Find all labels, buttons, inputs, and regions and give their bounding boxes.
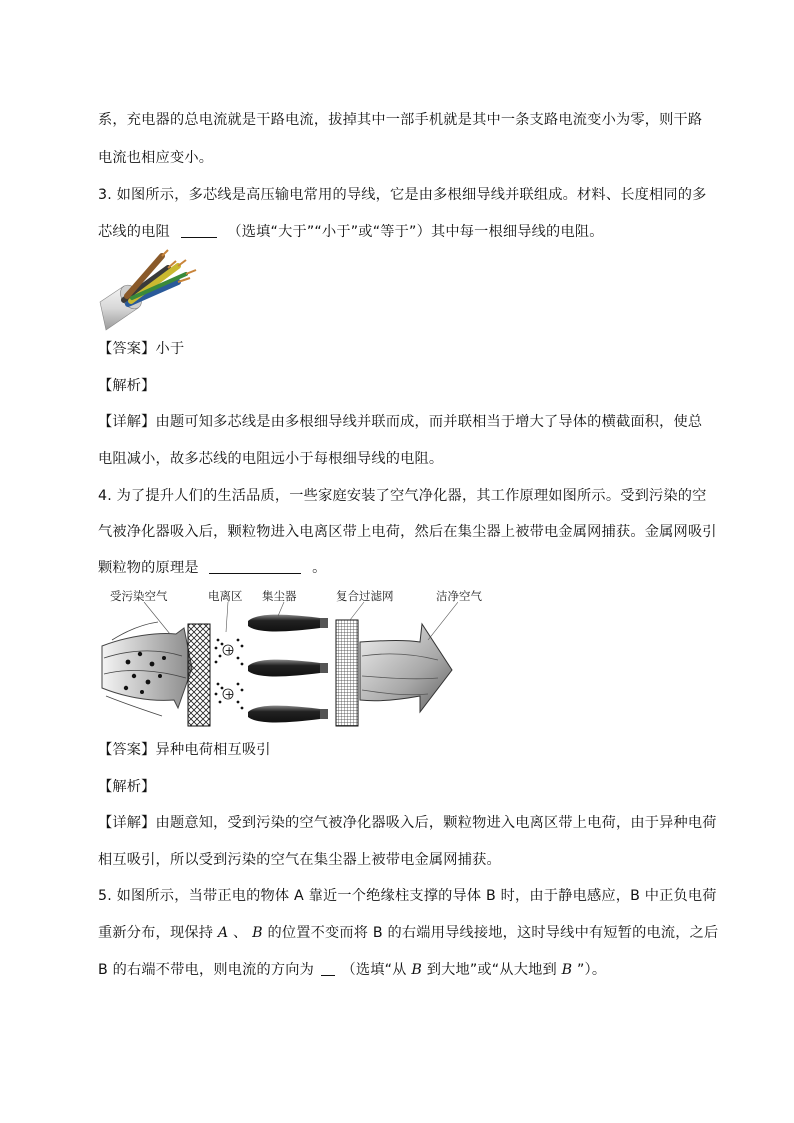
question-text: 芯线的电阻 xyxy=(98,224,170,240)
label-dust-collector: 集尘器 xyxy=(262,589,297,603)
label-leader-line xyxy=(144,602,170,634)
answer-blank[interactable] xyxy=(321,961,335,976)
label-leader-line xyxy=(226,602,228,632)
clean-air-arrow xyxy=(360,624,452,712)
question-text: 、 xyxy=(233,925,248,941)
question-5-line xyxy=(98,960,606,980)
label-leader-line xyxy=(278,602,284,616)
detail-line: 电阻减小，故多芯线的电阻远小于每根细导线的电阻。 xyxy=(98,451,444,467)
dust-collector xyxy=(248,615,328,723)
answer-blank[interactable] xyxy=(181,223,217,238)
question-text: B 的右端不带电，则电流的方向为 xyxy=(98,962,315,978)
ionization-zone xyxy=(215,639,244,710)
question-text: 颗粒物的原理是 xyxy=(98,560,199,576)
label-polluted-air: 受污染空气 xyxy=(110,589,168,603)
question-4-line xyxy=(98,558,327,578)
object-b: B xyxy=(411,962,422,978)
question-4-line: 气被净化器吸入后，颗粒物进入电离区带上电荷，然后在集尘器上被带电金属网捕获。金属网吸引 xyxy=(98,524,717,540)
question-text: （选填“大于”“小于”或“等于”）其中每一根细导线的电阻。 xyxy=(227,224,604,240)
composite-filter xyxy=(336,620,358,726)
detail-line: 【详解】由题可知多芯线是由多根细导线并联而成，而并联相当于增大了导体的横截面积，使总 xyxy=(98,414,703,430)
label-clean-air: 洁净空气 xyxy=(436,589,482,603)
text-line: 系，充电器的总电流就是干路电流，拔掉其中一部手机就是其中一条支路电流变小为零，则干路 xyxy=(98,112,703,128)
question-text: 到大地”或“从大地到 xyxy=(426,962,557,978)
question-text: 。 xyxy=(312,560,327,576)
question-3-line: 3. 如图所示，多芯线是高压输电常用的导线，它是由多根细导线并联组成。材料、长度相同的多 xyxy=(98,187,707,203)
label-leader-line xyxy=(350,602,364,620)
label-composite-filter: 复合过滤网 xyxy=(336,589,394,603)
detail-line: 【详解】由题意知，受到污染的空气被净化器吸入后，颗粒物进入电离区带上电荷，由于异种电荷 xyxy=(98,815,717,831)
question-4-line: 4. 为了提升人们的生活品质，一些家庭安装了空气净化器，其工作原理如图所示。受到污染的空 xyxy=(98,488,707,504)
question-text: 的位置不变而将 B 的右端用导线接地，这时导线中有短暂的电流，之后 xyxy=(267,925,719,941)
ion-sign: + xyxy=(224,644,234,657)
label-ionization-zone: 电离区 xyxy=(208,589,243,603)
multi-core-cable-image xyxy=(98,248,200,332)
question-text: （选填“从 xyxy=(341,962,407,978)
purifier-illustration xyxy=(98,584,458,734)
label-leader-line xyxy=(428,602,458,640)
intake-filter xyxy=(188,624,210,726)
analysis-heading: 【解析】 xyxy=(98,378,156,394)
question-text: ”）。 xyxy=(576,962,607,978)
question-5-line: 5. 如图所示，当带正电的物体 A 靠近一个绝缘柱支撑的导体 B 时，由于静电感应，B 中正负电荷 xyxy=(98,888,717,904)
object-b: B xyxy=(252,925,263,941)
ion-sign: + xyxy=(224,688,234,701)
question-3-line xyxy=(98,222,604,242)
answer: 【答案】异种电荷相互吸引 xyxy=(98,742,271,758)
analysis-heading: 【解析】 xyxy=(98,779,156,795)
polluted-air-arrow xyxy=(102,622,192,716)
answer: 【答案】小于 xyxy=(98,341,185,357)
answer-blank[interactable] xyxy=(209,559,301,574)
question-5-line xyxy=(98,923,718,943)
detail-line: 相互吸引，所以受到污染的空气在集尘器上被带电金属网捕获。 xyxy=(98,852,501,868)
object-a: A xyxy=(217,925,229,941)
text-line: 电流也相应变小。 xyxy=(98,150,214,166)
object-b: B xyxy=(561,962,573,978)
air-purifier-diagram xyxy=(98,584,482,734)
question-text: 重新分布，现保持 xyxy=(98,925,214,941)
